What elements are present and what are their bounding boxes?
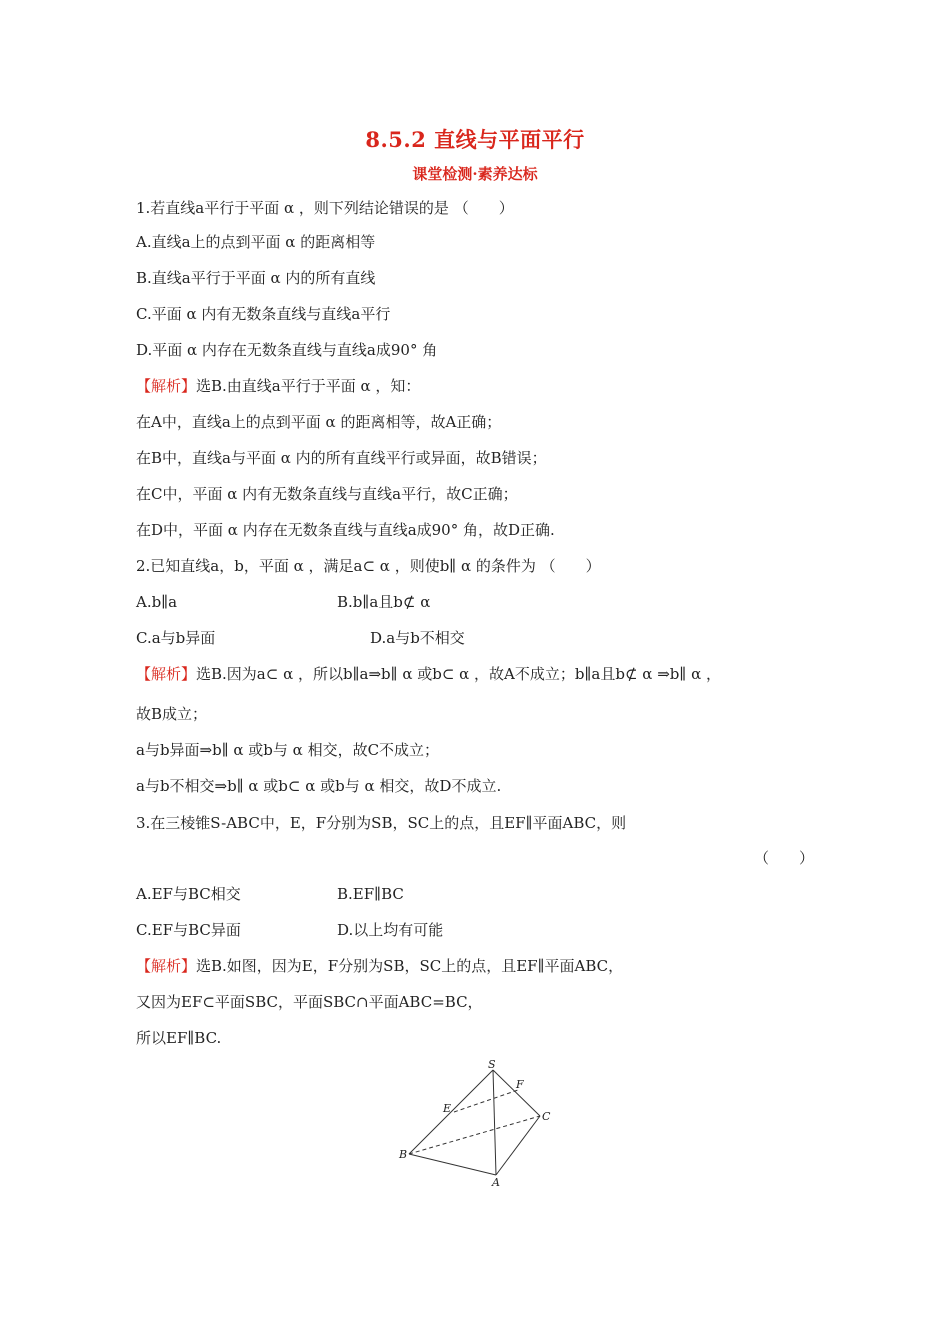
q2-option-c: C.a与b异面 xyxy=(136,629,216,647)
q1-option-d: D.平面 α 内存在无数条直线与直线a成90° 角 xyxy=(136,341,438,359)
q3-analysis-line-2: 又因为EF⊂平面SBC，平面SBC∩平面ABC=BC， xyxy=(136,993,483,1011)
analysis-tag: 【解析】 xyxy=(136,957,197,975)
q3-option-c: C.EF与BC异面 xyxy=(136,921,241,939)
q2-analysis-line-4: a与b不相交⇒b∥ α 或b⊂ α 或b与 α 相交，故D不成立. xyxy=(136,777,502,795)
q1-option-a: A.直线a上的点到平面 α 的距离相等 xyxy=(136,233,376,251)
q1-analysis-line-3: 在B中，直线a与平面 α 内的所有直线平行或异面，故B错误； xyxy=(136,449,547,467)
analysis-text: 选B.由直线a平行于平面 α ，知： xyxy=(196,377,421,395)
q1-analysis-line-5: 在D中，平面 α 内存在无数条直线与直线a成90° 角，故D正确. xyxy=(136,521,555,539)
tetrahedron-figure xyxy=(392,1058,562,1190)
analysis-text: 选B.因为a⊂ α ，所以b∥a⇒b∥ α 或b⊂ α ，故A不成立；b∥a且b⊄ α ⇒b∥ α ， xyxy=(196,665,721,683)
edge-ac xyxy=(496,1116,540,1175)
q1-analysis-line-4: 在C中，平面 α 内有无数条直线与直线a平行，故C正确； xyxy=(136,485,518,503)
q1-option-b: B.直线a平行于平面 α 内的所有直线 xyxy=(136,269,376,287)
q2-analysis-line-1 xyxy=(136,663,721,685)
q3-analysis-line-3: 所以EF∥BC. xyxy=(136,1029,222,1047)
q2-analysis-line-2: 故B成立； xyxy=(136,705,208,723)
edge-ba xyxy=(409,1154,496,1175)
label-f: F xyxy=(516,1078,524,1091)
segment-ef-hidden xyxy=(454,1090,518,1112)
page-subtitle: 课堂检测·素养达标 xyxy=(412,165,538,183)
label-e: E xyxy=(443,1102,452,1115)
q3-answer-bracket: （ ） xyxy=(753,849,814,867)
label-s: S xyxy=(488,1058,496,1071)
q3-analysis-line-1 xyxy=(136,955,623,977)
q3-option-a: A.EF与BC相交 xyxy=(136,885,241,903)
q1-analysis-line-2: 在A中，直线a上的点到平面 α 的距离相等，故A正确； xyxy=(136,413,502,431)
q2-stem: 2.已知直线a，b，平面 α ，满足a⊂ α ，则使b∥ α 的条件为 （ ） xyxy=(136,557,601,575)
q1-option-c: C.平面 α 内有无数条直线与直线a平行 xyxy=(136,305,391,323)
q2-option-d: D.a与b不相交 xyxy=(370,629,465,647)
q2-analysis-line-3: a与b异面⇒b∥ α 或b与 α 相交，故C不成立； xyxy=(136,741,440,759)
q2-option-a: A.b∥a xyxy=(136,593,178,611)
analysis-tag: 【解析】 xyxy=(136,665,197,683)
q3-option-b: B.EF∥BC xyxy=(337,885,404,903)
analysis-tag: 【解析】 xyxy=(136,377,197,395)
edge-sa xyxy=(493,1070,496,1175)
label-c: C xyxy=(542,1110,551,1123)
q1-stem: 1.若直线a平行于平面 α ，则下列结论错误的是 （ ） xyxy=(136,199,514,217)
q3-option-d: D.以上均有可能 xyxy=(337,921,444,939)
page-title: 8.5.2 直线与平面平行 xyxy=(365,127,585,152)
label-a: A xyxy=(492,1176,500,1189)
q3-stem: 3.在三棱锥S-ABC中，E，F分别为SB，SC上的点，且EF∥平面ABC，则 xyxy=(136,814,627,832)
analysis-text: 选B.如图，因为E，F分别为SB，SC上的点，且EF∥平面ABC， xyxy=(196,957,624,975)
q2-option-b: B.b∥a且b⊄ α xyxy=(337,593,431,611)
edge-sc xyxy=(493,1070,540,1116)
label-b: B xyxy=(399,1148,408,1161)
q1-analysis-line-1 xyxy=(136,375,420,397)
